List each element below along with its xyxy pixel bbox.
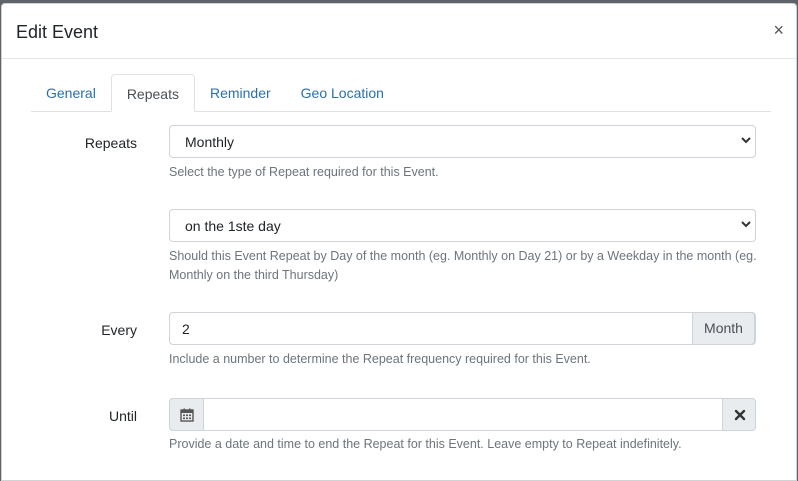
calendar-icon: [180, 408, 194, 422]
repeat-by-select[interactable]: [169, 209, 756, 242]
tab-bar: [31, 74, 771, 112]
repeat-by-select-value: on the 1ste day: [185, 218, 281, 234]
every-label: Every: [101, 322, 137, 338]
every-input[interactable]: 2: [182, 321, 190, 337]
tab-geo-location[interactable]: Geo Location: [300, 85, 384, 101]
every-help-text: Include a number to determine the Repeat frequency required for this Event.: [169, 352, 591, 366]
every-unit-addon: Month: [692, 312, 755, 345]
until-input-group: [169, 398, 756, 431]
repeats-select[interactable]: [169, 125, 756, 158]
chevron-down-icon: [739, 216, 753, 232]
calendar-button[interactable]: [169, 398, 204, 431]
until-label: Until: [108, 408, 137, 424]
clear-date-button[interactable]: [722, 398, 756, 431]
repeats-select-value: Monthly: [185, 134, 235, 150]
repeats-label: Repeats: [84, 135, 137, 151]
until-help-text: Provide a date and time to end the Repeat for this Event. Leave empty to Repeat indefinitely.: [169, 437, 682, 451]
tab-reminder[interactable]: Reminder: [209, 85, 271, 101]
modal-header: [2, 4, 796, 59]
chevron-down-icon: [739, 132, 753, 148]
times-icon: [734, 409, 746, 421]
repeats-help-text: Select the type of Repeat required for this Event.: [169, 165, 439, 179]
modal-title: Edit Event: [16, 22, 99, 42]
repeat-by-help-text: Should this Event Repeat by Day of the month (eg. Monthly on Day 21) or by a Weekday in the month (eg. Monthly on the third Thursday): [169, 249, 757, 282]
close-icon[interactable]: ×: [773, 20, 784, 40]
tab-general[interactable]: General: [46, 85, 96, 101]
every-input-group: [169, 312, 756, 345]
edit-event-modal: [1, 3, 797, 481]
tab-repeats[interactable]: Repeats: [111, 74, 195, 112]
